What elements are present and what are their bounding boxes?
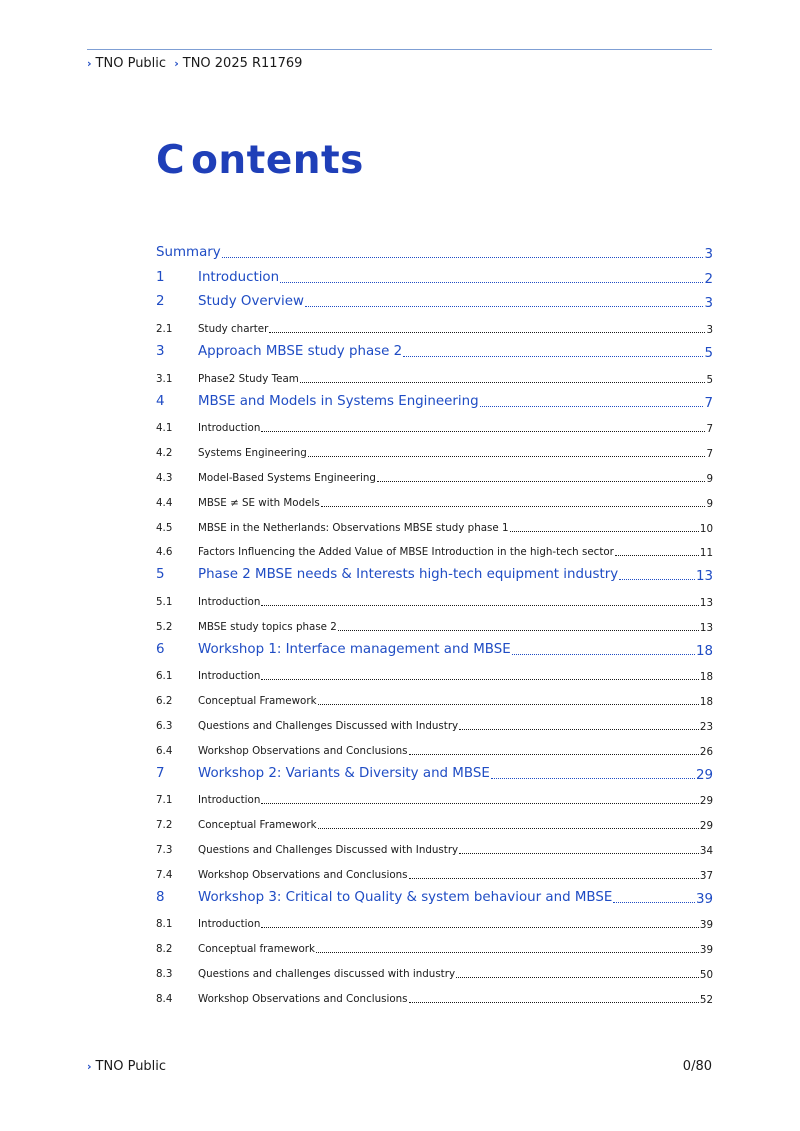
- toc-section-entry[interactable]: [156, 535, 713, 560]
- toc-entry-page[interactable]: 7: [706, 448, 713, 461]
- toc-entry-page[interactable]: 37: [699, 869, 713, 882]
- toc-entry-title[interactable]: Summary: [156, 244, 221, 260]
- toc-entry-number: 5.1: [156, 595, 173, 608]
- toc-section-entry[interactable]: [156, 683, 713, 708]
- toc-dot-leader: [222, 257, 704, 258]
- toc-dot-leader: [491, 778, 695, 779]
- header-classification: TNO Public: [95, 56, 167, 71]
- page-number: 0/80: [682, 1059, 712, 1074]
- chevron-right-icon: ›: [174, 57, 179, 70]
- toc-dot-leader: [261, 431, 705, 432]
- toc-chapter-entry[interactable]: [156, 634, 713, 659]
- toc-section-entry[interactable]: [156, 584, 713, 609]
- chevron-right-icon: ›: [87, 57, 92, 70]
- toc-entry-title[interactable]: MBSE and Models in Systems Engineering: [198, 393, 479, 409]
- toc-entry-number: 8.2: [156, 943, 173, 956]
- toc-section-entry[interactable]: [156, 832, 713, 857]
- toc-dot-leader: [510, 531, 699, 532]
- toc-dot-leader: [409, 1002, 699, 1003]
- toc-entry-number: 6: [156, 641, 165, 657]
- toc-entry-number: 7.1: [156, 794, 173, 807]
- toc-dot-leader: [459, 729, 699, 730]
- toc-chapter-entry[interactable]: [156, 758, 713, 783]
- toc-entry-number: 4.5: [156, 521, 173, 534]
- toc-entry-number: 4.4: [156, 496, 173, 509]
- toc-entry-page[interactable]: 13: [699, 621, 713, 634]
- toc-dot-leader: [316, 952, 699, 953]
- toc-entry-page[interactable]: 7: [706, 423, 713, 436]
- toc-entry-number: 7: [156, 765, 165, 781]
- toc-chapter-entry[interactable]: [156, 386, 713, 411]
- toc-chapter-entry[interactable]: [156, 559, 713, 584]
- toc-section-entry[interactable]: [156, 659, 713, 684]
- toc-entry-title[interactable]: Phase2 Study Team: [198, 372, 299, 385]
- toc-entry-title[interactable]: Conceptual framework: [198, 943, 316, 956]
- toc-entry-page[interactable]: 5: [706, 373, 713, 386]
- toc-entry-page[interactable]: 11: [699, 547, 713, 560]
- toc-entry-number: 6.4: [156, 744, 173, 757]
- header-report-number: TNO 2025 R11769: [182, 56, 303, 71]
- toc-dot-leader: [261, 679, 699, 680]
- toc-entry-page[interactable]: 26: [699, 745, 713, 758]
- toc-dot-leader: [338, 630, 699, 631]
- toc-dot-leader: [615, 555, 699, 556]
- toc-entry-number: 7.3: [156, 843, 173, 856]
- toc-entry-page[interactable]: 2: [704, 271, 713, 287]
- toc-section-entry[interactable]: [156, 857, 713, 882]
- toc-entry-number: 2.1: [156, 323, 173, 336]
- toc-entry-page[interactable]: 18: [695, 643, 713, 659]
- toc-entry-page[interactable]: 50: [699, 968, 713, 981]
- toc-section-entry[interactable]: [156, 411, 713, 436]
- toc-dot-leader: [318, 828, 699, 829]
- toc-entry-title[interactable]: Workshop Observations and Conclusions: [198, 868, 408, 881]
- toc-dot-leader: [261, 803, 699, 804]
- toc-entry-number: 3: [156, 343, 165, 359]
- toc-section-entry[interactable]: [156, 733, 713, 758]
- toc-entry-page[interactable]: 18: [699, 696, 713, 709]
- toc-entry-number: 4.2: [156, 447, 173, 460]
- toc-entry-page[interactable]: 13: [699, 596, 713, 609]
- toc-dot-leader: [318, 704, 699, 705]
- toc-entry-page[interactable]: 39: [699, 944, 713, 957]
- toc-dot-leader: [305, 306, 704, 307]
- toc-dot-leader: [619, 579, 695, 580]
- toc-section-entry[interactable]: [156, 931, 713, 956]
- toc-entry-title[interactable]: Factors Influencing the Added Value of MBSE Introduction in the high-tech sector: [198, 546, 614, 559]
- toc-entry-title[interactable]: Introduction: [198, 918, 261, 931]
- toc-section-entry[interactable]: [156, 708, 713, 733]
- toc-section-entry[interactable]: [156, 510, 713, 535]
- toc-section-entry[interactable]: [156, 361, 713, 386]
- toc-entry-number: 5: [156, 567, 165, 583]
- page-title-rest: ontents: [191, 138, 364, 183]
- toc-entry-page[interactable]: 3: [704, 296, 713, 312]
- toc-entry-page[interactable]: 39: [699, 919, 713, 932]
- toc-section-entry[interactable]: [156, 609, 713, 634]
- toc-entry-title[interactable]: Model-Based Systems Engineering: [198, 471, 376, 484]
- toc-entry-title[interactable]: Workshop Observations and Conclusions: [198, 992, 408, 1005]
- toc-entry-number: 8.3: [156, 967, 173, 980]
- toc-entry-title[interactable]: Workshop 3: Critical to Quality & system behaviour and MBSE: [198, 889, 613, 905]
- toc-entry-number: 4.1: [156, 422, 173, 435]
- toc-entry-number: 4.6: [156, 546, 173, 559]
- toc-entry-page[interactable]: 9: [706, 497, 713, 510]
- toc-entry-page[interactable]: 7: [704, 395, 713, 411]
- header-rule: [87, 49, 712, 50]
- toc-entry-title[interactable]: Systems Engineering: [198, 447, 307, 460]
- toc-entry-title[interactable]: Workshop 2: Variants & Diversity and MBSE: [198, 765, 490, 781]
- toc-entry-title[interactable]: Introduction: [198, 422, 261, 435]
- toc-dot-leader: [480, 406, 704, 407]
- toc-entry-page[interactable]: 18: [699, 671, 713, 684]
- page-footer-left: [87, 1059, 166, 1074]
- toc-entry-page[interactable]: 5: [704, 345, 713, 361]
- toc-entry-number: 1: [156, 269, 165, 285]
- toc-chapter-entry[interactable]: [156, 882, 713, 907]
- toc-dot-leader: [512, 654, 695, 655]
- toc-entry-page[interactable]: 52: [699, 993, 713, 1006]
- toc-entry-title[interactable]: Questions and Challenges Discussed with Industry: [198, 843, 459, 856]
- toc-entry-title[interactable]: Questions and challenges discussed with industry: [198, 967, 456, 980]
- toc-entry-title[interactable]: Introduction: [198, 269, 280, 285]
- toc-dot-leader: [613, 902, 695, 903]
- toc-entry-page[interactable]: 3: [706, 324, 713, 337]
- toc-entry-number: 7.4: [156, 868, 173, 881]
- toc-entry-number: 8: [156, 889, 165, 905]
- toc-entry-page[interactable]: 29: [699, 795, 713, 808]
- toc-entry-number: 6.2: [156, 695, 173, 708]
- toc-dot-leader: [261, 605, 699, 606]
- toc-entry-number: 6.3: [156, 719, 173, 732]
- toc-entry-number: 5.2: [156, 620, 173, 633]
- toc-entry-title[interactable]: Workshop Observations and Conclusions: [198, 744, 408, 757]
- toc-entry-number: 4: [156, 393, 165, 409]
- page-title: [156, 138, 364, 183]
- toc-chapter-entry[interactable]: [156, 287, 713, 312]
- toc-entry-title[interactable]: Workshop 1: Interface management and MBSE: [198, 641, 511, 657]
- toc-dot-leader: [409, 878, 699, 879]
- toc-entry-title[interactable]: Conceptual Framework: [198, 819, 317, 832]
- toc-dot-leader: [459, 853, 699, 854]
- toc-section-entry[interactable]: [156, 981, 713, 1006]
- toc-entry-title[interactable]: Study charter: [198, 323, 269, 336]
- toc-entry-page[interactable]: 39: [695, 891, 713, 907]
- toc-entry-page[interactable]: 29: [699, 820, 713, 833]
- toc-dot-leader: [269, 332, 705, 333]
- toc-dot-leader: [377, 481, 705, 482]
- toc-dot-leader: [280, 282, 703, 283]
- toc-entry-title[interactable]: Questions and Challenges Discussed with Industry: [198, 719, 459, 732]
- toc-entry-title[interactable]: MBSE study topics phase 2: [198, 620, 337, 633]
- toc-dot-leader: [261, 927, 699, 928]
- toc-section-entry[interactable]: [156, 311, 713, 336]
- toc-dot-leader: [300, 382, 706, 383]
- footer-classification: TNO Public: [95, 1059, 167, 1074]
- toc-entry-page[interactable]: 10: [699, 522, 713, 535]
- toc-entry-title[interactable]: Introduction: [198, 670, 261, 683]
- toc-entry-title[interactable]: Approach MBSE study phase 2: [198, 343, 403, 359]
- toc-entry-title[interactable]: Phase 2 MBSE needs & Interests high-tech equipment industry: [198, 567, 619, 583]
- toc-chapter-entry[interactable]: [156, 336, 713, 361]
- toc-entry-number: 8.1: [156, 918, 173, 931]
- table-of-contents: [156, 237, 713, 1006]
- toc-dot-leader: [403, 356, 703, 357]
- page-header: [87, 56, 302, 71]
- toc-entry-number: 8.4: [156, 992, 173, 1005]
- toc-dot-leader: [321, 506, 706, 507]
- toc-section-entry[interactable]: [156, 460, 713, 485]
- toc-entry-page[interactable]: 9: [706, 472, 713, 485]
- toc-entry-number: 3.1: [156, 372, 173, 385]
- toc-entry-number: 2: [156, 294, 165, 310]
- toc-chapter-entry[interactable]: [156, 262, 713, 287]
- toc-entry-title[interactable]: Study Overview: [198, 294, 304, 310]
- toc-entry-page[interactable]: 29: [695, 767, 713, 783]
- toc-dot-leader: [308, 456, 706, 457]
- toc-dot-leader: [409, 754, 699, 755]
- toc-entry-number: 4.3: [156, 471, 173, 484]
- toc-entry-title[interactable]: MBSE in the Netherlands: Observations MBSE study phase 1: [198, 521, 509, 534]
- toc-section-entry[interactable]: [156, 435, 713, 460]
- toc-entry-page[interactable]: 13: [695, 569, 713, 585]
- toc-entry-number: 7.2: [156, 819, 173, 832]
- toc-section-entry[interactable]: [156, 807, 713, 832]
- chevron-right-icon: ›: [87, 1060, 92, 1073]
- toc-section-entry[interactable]: [156, 783, 713, 808]
- toc-entry-page[interactable]: 34: [699, 844, 713, 857]
- toc-entry-number: 6.1: [156, 670, 173, 683]
- toc-entry-title[interactable]: MBSE ≠ SE with Models: [198, 496, 320, 509]
- toc-entry-title[interactable]: Conceptual Framework: [198, 695, 317, 708]
- toc-section-entry[interactable]: [156, 956, 713, 981]
- toc-dot-leader: [456, 977, 699, 978]
- toc-entry-title[interactable]: Introduction: [198, 595, 261, 608]
- toc-entry-page[interactable]: 3: [704, 246, 713, 262]
- toc-entry-page[interactable]: 23: [699, 720, 713, 733]
- toc-section-entry[interactable]: [156, 485, 713, 510]
- toc-chapter-entry[interactable]: [156, 237, 713, 262]
- toc-entry-title[interactable]: Introduction: [198, 794, 261, 807]
- toc-section-entry[interactable]: [156, 907, 713, 932]
- page-title-initial: C: [156, 138, 186, 183]
